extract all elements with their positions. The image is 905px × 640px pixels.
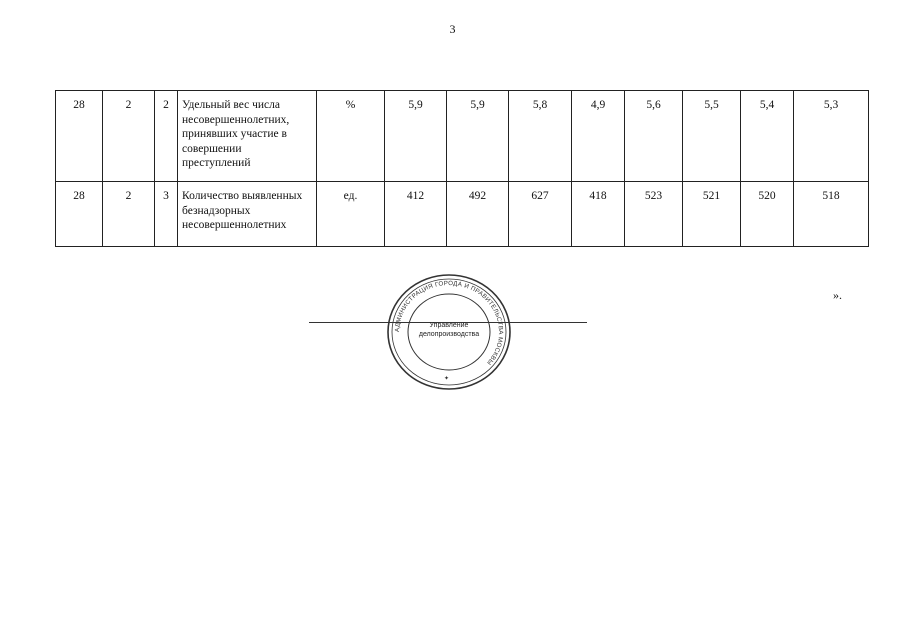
- subprogram-code-cell: 2: [103, 182, 155, 247]
- seal-center-text: [384, 321, 514, 339]
- value-cell: 518: [794, 182, 869, 247]
- seal-center-line-1: Управление: [429, 322, 469, 329]
- value-cell: 5,6: [625, 91, 683, 182]
- unit-cell: %: [317, 91, 385, 182]
- indicator-number-cell: 3: [155, 182, 178, 247]
- value-cell: 5,9: [447, 91, 509, 182]
- value-cell: 5,9: [385, 91, 447, 182]
- value-cell: 5,4: [741, 91, 794, 182]
- official-seal: [384, 272, 514, 392]
- subprogram-code-cell: 2: [103, 91, 155, 182]
- value-cell: 627: [509, 182, 572, 247]
- closing-quote: ».: [833, 288, 842, 302]
- value-cell: 418: [572, 182, 625, 247]
- value-cell: 523: [625, 182, 683, 247]
- program-code-cell: 28: [56, 91, 103, 182]
- indicator-name-cell: Количество выявленных безнадзорных несовершеннолетних: [178, 182, 317, 247]
- value-cell: 5,5: [683, 91, 741, 182]
- table-row: [56, 182, 869, 247]
- indicators-table: [55, 90, 869, 247]
- table-row: [56, 91, 869, 182]
- value-cell: 521: [683, 182, 741, 247]
- value-cell: 5,8: [509, 91, 572, 182]
- seal-star-icon: ✦: [444, 376, 450, 382]
- seal-ring-text: АДМИНИСТРАЦИЯ ГОРОДА И ПРАВИТЕЛЬСТВА МОСКВЫ: [393, 279, 505, 367]
- value-cell: 492: [447, 182, 509, 247]
- seal-center-line-2: делопроизводства: [418, 331, 480, 338]
- program-code-cell: 28: [56, 182, 103, 247]
- indicator-number-cell: 2: [155, 91, 178, 182]
- value-cell: 5,3: [794, 91, 869, 182]
- page-number: 3: [449, 22, 456, 36]
- unit-cell: ед.: [317, 182, 385, 247]
- value-cell: 4,9: [572, 91, 625, 182]
- value-cell: 412: [385, 182, 447, 247]
- indicator-name-cell: Удельный вес числа несовершеннолетних, принявших участие в совершении преступлений: [178, 91, 317, 182]
- value-cell: 520: [741, 182, 794, 247]
